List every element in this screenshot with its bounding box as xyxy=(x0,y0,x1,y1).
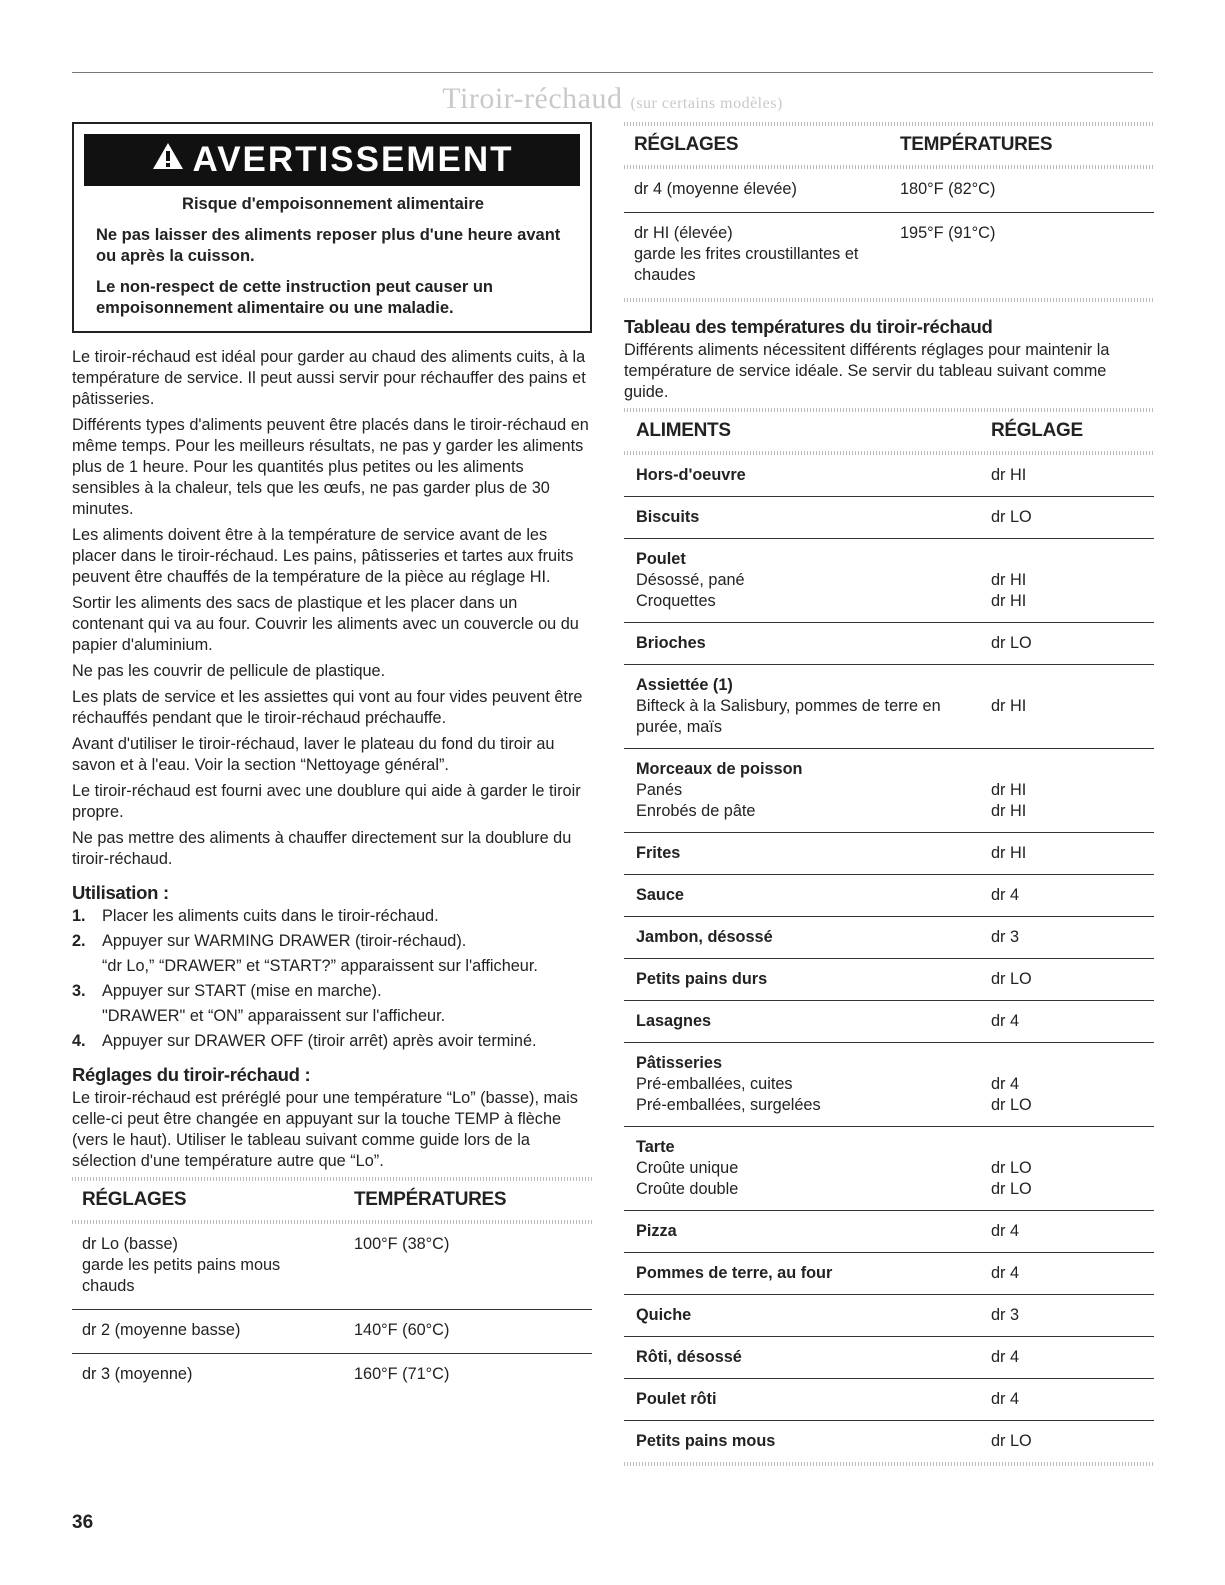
food-category: Pizza xyxy=(636,1222,677,1240)
table-row xyxy=(624,917,1154,959)
intro-paragraph: Le tiroir-réchaud est idéal pour garder au chaud des aliments cuits, à la température de service. Il peut aussi servir pour réchauffer des pains et pâtisseries. xyxy=(72,348,586,408)
food-cell xyxy=(624,1421,979,1463)
step-note: “dr Lo,” “DRAWER” et “START?” apparaissent sur l'afficheur. xyxy=(102,957,538,975)
spacer xyxy=(991,759,1144,780)
intro-paragraph: Sortir les aliments des sacs de plastique et les placer dans un contenant qui va au four. Couvrir les aliments avec un couvercle ou du papier d'aluminium. xyxy=(72,594,579,654)
col-header-setting: RÉGLAGE xyxy=(991,420,1083,441)
table-row xyxy=(624,539,1154,623)
food-item-setting: dr HI xyxy=(991,802,1027,820)
temperature-table-left xyxy=(72,1177,592,1397)
food-item: Pré-emballées, cuites xyxy=(636,1075,793,1093)
food-setting: dr LO xyxy=(991,508,1032,526)
right-column xyxy=(624,122,1154,1466)
step-text: Appuyer sur START (mise en marche). xyxy=(102,982,382,1000)
spacer xyxy=(991,1137,1144,1158)
setting-note: garde les frites croustillantes et chaudes xyxy=(634,245,859,284)
temperature-rows-left xyxy=(72,1224,592,1397)
table-row xyxy=(624,875,1154,917)
food-item: Croûte double xyxy=(636,1180,739,1198)
table-row xyxy=(624,1043,1154,1127)
table-row xyxy=(624,959,1154,1001)
setting-cell xyxy=(979,1043,1154,1127)
food-setting: dr 3 xyxy=(991,1306,1020,1324)
temperature-table-right xyxy=(624,122,1154,302)
setting-cell xyxy=(979,1379,1154,1421)
food-category: Pâtisseries xyxy=(636,1054,722,1072)
spacer xyxy=(991,1053,1144,1074)
table-row xyxy=(624,1421,1154,1463)
page-number: 36 xyxy=(72,1512,94,1533)
warning-body xyxy=(74,186,590,331)
settings-title: Réglages du tiroir-réchaud : xyxy=(72,1064,311,1085)
food-setting: dr 3 xyxy=(991,928,1020,946)
food-item: Enrobés de pâte xyxy=(636,802,756,820)
col-header-settings: RÉGLAGES xyxy=(634,134,739,155)
usage-step xyxy=(72,981,592,1027)
food-cell xyxy=(624,1211,979,1253)
table-row xyxy=(72,1310,592,1354)
step-number: 1. xyxy=(72,907,86,925)
temperature-rows-right xyxy=(624,169,1154,298)
temperature-cell: 180°F (82°C) xyxy=(890,169,1154,213)
warning-box xyxy=(72,122,592,333)
food-cell xyxy=(624,917,979,959)
food-cell xyxy=(624,1127,979,1211)
food-cell xyxy=(624,959,979,1001)
food-cell xyxy=(624,1253,979,1295)
setting-cell xyxy=(979,959,1154,1001)
setting-note: garde les petits pains mous chauds xyxy=(82,1256,281,1295)
food-cell xyxy=(624,875,979,917)
food-setting: dr 4 xyxy=(991,1390,1020,1408)
food-chart-title: Tableau des températures du tiroir-réchaud xyxy=(624,316,993,337)
food-category: Pommes de terre, au four xyxy=(636,1264,833,1282)
warning-header xyxy=(84,134,580,186)
setting-cell xyxy=(979,833,1154,875)
table-row xyxy=(624,1379,1154,1421)
food-item: Pré-emballées, surgelées xyxy=(636,1096,821,1114)
food-cell xyxy=(624,1043,979,1127)
food-category: Poulet xyxy=(636,550,686,568)
table-row xyxy=(624,497,1154,539)
food-category: Lasagnes xyxy=(636,1012,712,1030)
food-category: Jambon, désossé xyxy=(636,928,773,946)
setting-cell xyxy=(72,1354,344,1398)
food-setting: dr LO xyxy=(991,1432,1032,1450)
food-chart-table xyxy=(624,408,1154,1466)
food-category: Quiche xyxy=(636,1306,692,1324)
left-column xyxy=(72,122,592,1397)
intro-paragraph: Ne pas les couvrir de pellicule de plastique. xyxy=(72,662,386,680)
setting-cell xyxy=(979,1127,1154,1211)
page-title xyxy=(0,82,1225,116)
food-category: Biscuits xyxy=(636,508,700,526)
table-row xyxy=(624,1211,1154,1253)
food-chart-text: Différents aliments nécessitent différents réglages pour maintenir la température de service idéale. Se servir du tableau suivant comme guide. xyxy=(624,341,1110,401)
table-row xyxy=(624,1253,1154,1295)
setting-cell xyxy=(979,1337,1154,1379)
step-text: Appuyer sur DRAWER OFF (tiroir arrêt) après avoir terminé. xyxy=(102,1032,537,1050)
setting-cell xyxy=(979,623,1154,665)
food-setting: dr HI xyxy=(991,844,1027,862)
food-item: Panés xyxy=(636,781,683,799)
step-text: Placer les aliments cuits dans le tiroir-réchaud. xyxy=(102,907,439,925)
table-hatch xyxy=(624,1462,1154,1466)
top-rule xyxy=(72,72,1153,73)
food-category: Morceaux de poisson xyxy=(636,760,803,778)
food-item: Croquettes xyxy=(636,592,716,610)
setting-cell xyxy=(979,665,1154,749)
table-row xyxy=(624,1001,1154,1043)
intro-paragraph: Le tiroir-réchaud est fourni avec une doublure qui aide à garder le tiroir propre. xyxy=(72,782,581,821)
col-header-temperatures: TEMPÉRATURES xyxy=(354,1189,507,1210)
usage-steps xyxy=(72,906,592,1052)
col-header-foods: ALIMENTS xyxy=(636,420,731,441)
usage-title: Utilisation : xyxy=(72,882,169,903)
food-setting: dr 4 xyxy=(991,886,1020,904)
table-row xyxy=(624,1295,1154,1337)
warning-risk: Risque d'empoisonnement alimentaire xyxy=(182,195,484,213)
intro-paragraph: Les aliments doivent être à la température de service avant de les placer dans le tiroir-réchaud. Les pains, pâtisseries et tartes aux fruits peuvent être chauffés de la température de la pièce au réglage HI. xyxy=(72,526,574,586)
setting-cell xyxy=(979,539,1154,623)
temperature-cell: 100°F (38°C) xyxy=(344,1224,592,1310)
food-item-setting: dr LO xyxy=(991,1159,1032,1177)
spacer xyxy=(991,675,1144,696)
food-cell xyxy=(624,1001,979,1043)
food-cell xyxy=(624,455,979,497)
temperature-cell: 160°F (71°C) xyxy=(354,1365,450,1383)
table-hatch xyxy=(624,298,1154,302)
setting-cell xyxy=(979,1253,1154,1295)
setting-cell xyxy=(979,1001,1154,1043)
setting-cell xyxy=(72,1224,344,1310)
food-cell xyxy=(624,539,979,623)
table-row xyxy=(624,169,1154,213)
food-category: Petits pains mous xyxy=(636,1432,776,1450)
food-setting: dr 4 xyxy=(991,1264,1020,1282)
food-setting: dr 4 xyxy=(991,1348,1020,1366)
food-setting: dr LO xyxy=(991,970,1032,988)
setting-cell xyxy=(979,455,1154,497)
step-number: 2. xyxy=(72,932,86,950)
setting-cell xyxy=(72,1310,344,1354)
food-rows xyxy=(624,455,1154,1462)
table-row xyxy=(624,213,1154,299)
table-row xyxy=(624,1337,1154,1379)
food-item-setting: dr HI xyxy=(991,781,1027,799)
usage-step xyxy=(72,931,592,977)
food-cell xyxy=(624,497,979,539)
step-number: 3. xyxy=(72,982,86,1000)
table-row xyxy=(624,665,1154,749)
setting-cell xyxy=(979,1421,1154,1463)
food-setting: dr LO xyxy=(991,634,1032,652)
intro-paragraph: Avant d'utiliser le tiroir-réchaud, laver le plateau du fond du tiroir au savon et à l'eau. Voir la section “Nettoyage général”. xyxy=(72,735,555,774)
warning-triangle-icon xyxy=(151,140,185,180)
page-title-note: (sur certains modèles) xyxy=(630,95,783,112)
food-category: Tarte xyxy=(636,1138,675,1156)
food-item-setting: dr HI xyxy=(991,592,1027,610)
intro-paragraph: Différents types d'aliments peuvent être placés dans le tiroir-réchaud en même temps. Pour les meilleurs résultats, ne pas y garder les aliments plus de 1 heure. Pour les quantités plus petites ou les aliments sensibles à la chaleur, tels que les œufs, ne pas garder plus de 30 minutes. xyxy=(72,416,589,518)
page-title-text: Tiroir-réchaud xyxy=(442,82,623,115)
table-row xyxy=(72,1354,592,1398)
temperature-cell: 140°F (60°C) xyxy=(344,1310,592,1354)
usage-step xyxy=(72,906,592,927)
setting-cell xyxy=(979,875,1154,917)
food-cell xyxy=(624,623,979,665)
setting-label: dr 4 (moyenne élevée) xyxy=(634,180,797,198)
food-category: Sauce xyxy=(636,886,684,904)
setting-label: dr HI (élevée) xyxy=(634,224,733,242)
step-note: "DRAWER" et “ON” apparaissent sur l'afficheur. xyxy=(102,1007,446,1025)
setting-cell xyxy=(979,1211,1154,1253)
intro-paragraph: Ne pas mettre des aliments à chauffer directement sur la doublure du tiroir-réchaud. xyxy=(72,829,572,868)
warning-heading: AVERTISSEMENT xyxy=(192,140,514,179)
food-item: Désossé, pané xyxy=(636,571,745,589)
food-cell xyxy=(624,1379,979,1421)
food-category: Frites xyxy=(636,844,681,862)
usage-step xyxy=(72,1031,592,1052)
food-cell xyxy=(624,665,979,749)
food-category: Assiettée (1) xyxy=(636,676,733,694)
food-item: Croûte unique xyxy=(636,1159,739,1177)
table-row xyxy=(624,1127,1154,1211)
setting-cell xyxy=(979,497,1154,539)
food-category: Brioches xyxy=(636,634,706,652)
food-setting: dr 4 xyxy=(991,1012,1020,1030)
table-row xyxy=(72,1224,592,1310)
setting-cell xyxy=(624,213,890,299)
settings-text: Le tiroir-réchaud est préréglé pour une température “Lo” (basse), mais celle-ci peut être changée en appuyant sur la touche TEMP à flèche (vers le haut). Utiliser le tableau suivant comme guide lors de la sélection d'une température autre que “Lo”. xyxy=(72,1089,578,1170)
food-cell xyxy=(624,1295,979,1337)
food-cell xyxy=(624,1337,979,1379)
warning-line-2: Le non-respect de cette instruction peut causer un empoisonnement alimentaire ou une maladie. xyxy=(96,278,493,317)
food-item: Bifteck à la Salisbury, pommes de terre en purée, maïs xyxy=(636,697,941,736)
table-row xyxy=(624,749,1154,833)
step-text: Appuyer sur WARMING DRAWER (tiroir-réchaud). xyxy=(102,932,467,950)
food-item-setting: dr 4 xyxy=(991,1075,1020,1093)
food-item-setting: dr LO xyxy=(991,1180,1032,1198)
food-category: Poulet rôti xyxy=(636,1390,717,1408)
food-category: Rôti, désossé xyxy=(636,1348,742,1366)
food-item-setting: dr HI xyxy=(991,697,1027,715)
table-row xyxy=(624,623,1154,665)
temperature-cell: 195°F (91°C) xyxy=(900,224,996,242)
step-number: 4. xyxy=(72,1032,86,1050)
table-row xyxy=(624,455,1154,497)
col-header-temperatures: TEMPÉRATURES xyxy=(900,134,1053,155)
setting-cell xyxy=(979,749,1154,833)
setting-cell xyxy=(979,1295,1154,1337)
table-row xyxy=(624,833,1154,875)
spacer xyxy=(991,549,1144,570)
food-item-setting: dr LO xyxy=(991,1096,1032,1114)
col-header-settings: RÉGLAGES xyxy=(82,1189,187,1210)
setting-label: dr Lo (basse) xyxy=(82,1235,178,1253)
food-setting: dr HI xyxy=(991,466,1027,484)
food-item-setting: dr HI xyxy=(991,571,1027,589)
setting-cell xyxy=(979,917,1154,959)
food-cell xyxy=(624,749,979,833)
food-category: Petits pains durs xyxy=(636,970,768,988)
setting-label: dr 2 (moyenne basse) xyxy=(82,1321,241,1339)
setting-cell xyxy=(624,169,890,213)
food-category: Hors-d'oeuvre xyxy=(636,466,746,484)
intro-paragraph: Les plats de service et les assiettes qui vont au four vides peuvent être réchauffés pendant que le tiroir-réchaud préchauffe. xyxy=(72,688,583,727)
food-cell xyxy=(624,833,979,875)
setting-label: dr 3 (moyenne) xyxy=(82,1365,193,1383)
food-setting: dr 4 xyxy=(991,1222,1020,1240)
intro-text xyxy=(72,347,592,870)
warning-line-1: Ne pas laisser des aliments reposer plus d'une heure avant ou après la cuisson. xyxy=(96,226,561,265)
